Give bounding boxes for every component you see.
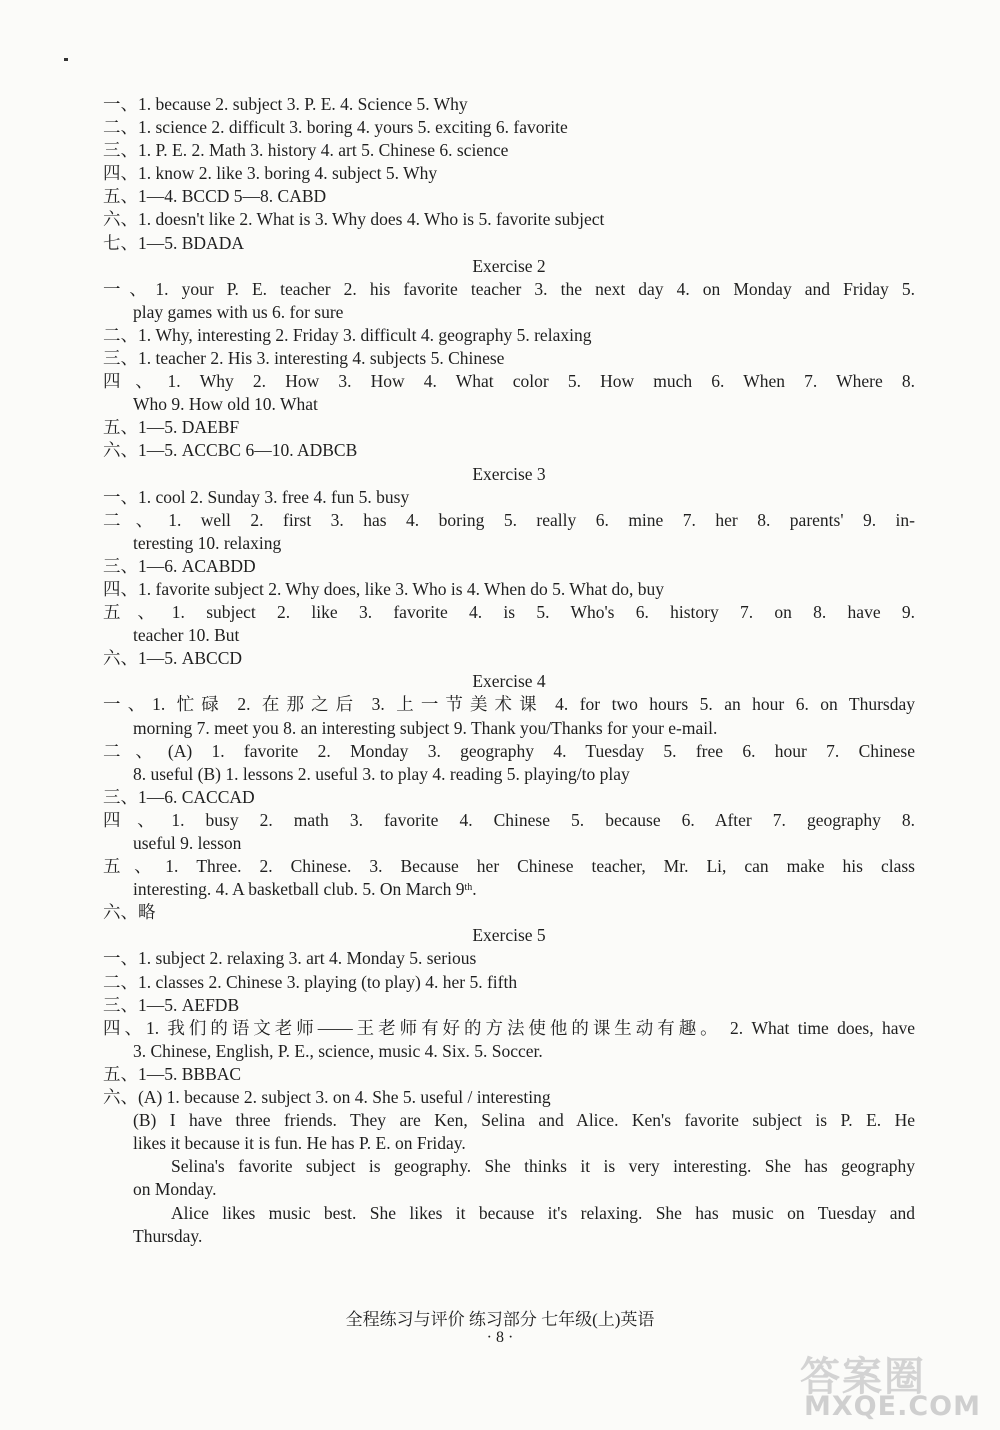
answer-line: 二、(A) 1. favorite 2. Monday 3. geography 4. Tuesday 5. free 6. hour 7. Chinese — [103, 740, 915, 761]
watermark-english: MXQE.COM — [804, 1391, 981, 1422]
answer-line: 六、1. doesn't like 2. What is 3. Why does 4. Who is 5. favorite subject — [103, 209, 605, 230]
answer-line: 四、1. favorite subject 2. Why does, like 3. Who is 4. When do 5. What do, buy — [103, 578, 665, 599]
answer-line: 六、(A) 1. because 2. subject 3. on 4. She 5. useful / interesting — [103, 1087, 551, 1108]
watermark-logo — [790, 1345, 990, 1425]
answer-line-continuation: interesting. 4. A basketball club. 5. On March 9th. — [133, 879, 477, 900]
answer-line: 三、1—6. ACABDD — [103, 555, 256, 576]
answer-line: 一、1. subject 2. relaxing 3. art 4. Monday 5. serious — [103, 948, 477, 969]
answer-line-continuation: teresting 10. relaxing — [133, 532, 282, 553]
answer-line: (B) I have three friends. They are Ken, Selina and Alice. Ken's favorite subject is P. E. He — [133, 1110, 915, 1131]
answer-line: 六、1—5. ACCBC 6—10. ADBCB — [103, 440, 358, 461]
answer-line-continuation: likes it because it is fun. He has P. E. on Friday. — [133, 1133, 466, 1154]
answer-line: 三、1—5. AEFDB — [103, 994, 240, 1015]
exercise-heading: Exercise 4 — [472, 671, 546, 692]
answer-line-continuation: play games with us 6. for sure — [133, 301, 344, 322]
footer-page-number: · 8 · — [486, 1329, 514, 1346]
answer-line: 六、1—5. ABCCD — [103, 648, 243, 669]
answer-line: 二、1. Why, interesting 2. Friday 3. difficult 4. geography 5. relaxing — [103, 324, 592, 345]
exercise-heading: Exercise 2 — [472, 255, 546, 276]
exercise-heading: Exercise 3 — [472, 463, 546, 484]
answer-line: 五、1. subject 2. like 3. favorite 4. is 5. Who's 6. history 7. on 8. have 9. — [103, 602, 915, 623]
answer-line-continuation: on Monday. — [133, 1179, 217, 1200]
answer-line: 五、1. Three. 2. Chinese. 3. Because her Chinese teacher, Mr. Li, can make his class — [103, 856, 915, 877]
scan-speck — [64, 58, 68, 61]
answer-line: 一、1. cool 2. Sunday 3. free 4. fun 5. busy — [103, 486, 410, 507]
exercise-heading: Exercise 5 — [472, 925, 546, 946]
answer-line: 四、1. busy 2. math 3. favorite 4. Chinese 5. because 6. After 7. geography 8. — [103, 809, 915, 830]
ordinal-suffix: th — [464, 882, 473, 894]
answer-line: 一、1. because 2. subject 3. P. E. 4. Science 5. Why — [103, 94, 468, 114]
answer-line-continuation: teacher 10. But — [133, 625, 240, 646]
answer-line: 四、1. Why 2. How 3. How 4. What color 5. How much 6. When 7. Where 8. — [103, 371, 915, 392]
answer-line: 二、1. well 2. first 3. has 4. boring 5. really 6. mine 7. her 8. parents' 9. in- — [103, 509, 915, 530]
answer-line: 七、1—5. BDADA — [103, 232, 244, 253]
answer-line: 五、1—5. DAEBF — [103, 417, 240, 438]
paragraph-line: Alice likes music best. She likes it because it's relaxing. She has music on Tuesday and — [171, 1202, 915, 1223]
watermark-chinese: 答案圈 — [800, 1354, 926, 1400]
answer-line-continuation: Thursday. — [133, 1225, 203, 1246]
answer-line: 二、1. classes 2. Chinese 3. playing (to play) 4. her 5. fifth — [103, 971, 518, 992]
answer-line: 三、1. P. E. 2. Math 3. history 4. art 5. Chinese 6. science — [103, 140, 509, 161]
answer-line: 一、1. your P. E. teacher 2. his favorite teacher 3. the next day 4. on Monday and Friday 5. — [103, 278, 915, 299]
answer-line: 六、略 — [103, 902, 156, 923]
answer-line: 五、1—4. BCCD 5—8. CABD — [103, 186, 327, 207]
answer-line-continuation: Who 9. How old 10. What — [133, 394, 318, 415]
answer-line: 一、1. 忙碌 2. 在那之后 3. 上一节美术课 4. for two hours 5. an hour 6. on Thursday — [103, 694, 915, 715]
answer-line-continuation: 8. useful (B) 1. lessons 2. useful 3. to play 4. reading 5. playing/to play — [133, 763, 630, 784]
answer-line: 三、1—6. CACCAD — [103, 786, 255, 807]
footer-book-title: 全程练习与评价 练习部分 七年级(上)英语 — [345, 1310, 655, 1329]
answer-line: 四、1. 我们的语文老师——王老师有好的方法使他的课生动有趣。 2. What time does, have — [103, 1017, 915, 1038]
answer-content — [103, 93, 915, 1248]
answer-line: 四、1. know 2. like 3. boring 4. subject 5. Why — [103, 163, 438, 184]
paragraph-line: Selina's favorite subject is geography. She thinks it is very interesting. She has geography — [171, 1156, 915, 1177]
answer-line: 五、1—5. BBBAC — [103, 1063, 242, 1084]
answer-line: 二、1. science 2. difficult 3. boring 4. yours 5. exciting 6. favorite — [103, 117, 568, 138]
answer-line-continuation: useful 9. lesson — [133, 833, 242, 853]
answer-line-continuation: 3. Chinese, English, P. E., science, music 4. Six. 5. Soccer. — [133, 1040, 543, 1061]
answer-line-continuation: morning 7. meet you 8. an interesting subject 9. Thank you/Thanks for your e-mail. — [133, 717, 718, 738]
answer-line: 三、1. teacher 2. His 3. interesting 4. subjects 5. Chinese — [103, 348, 505, 369]
